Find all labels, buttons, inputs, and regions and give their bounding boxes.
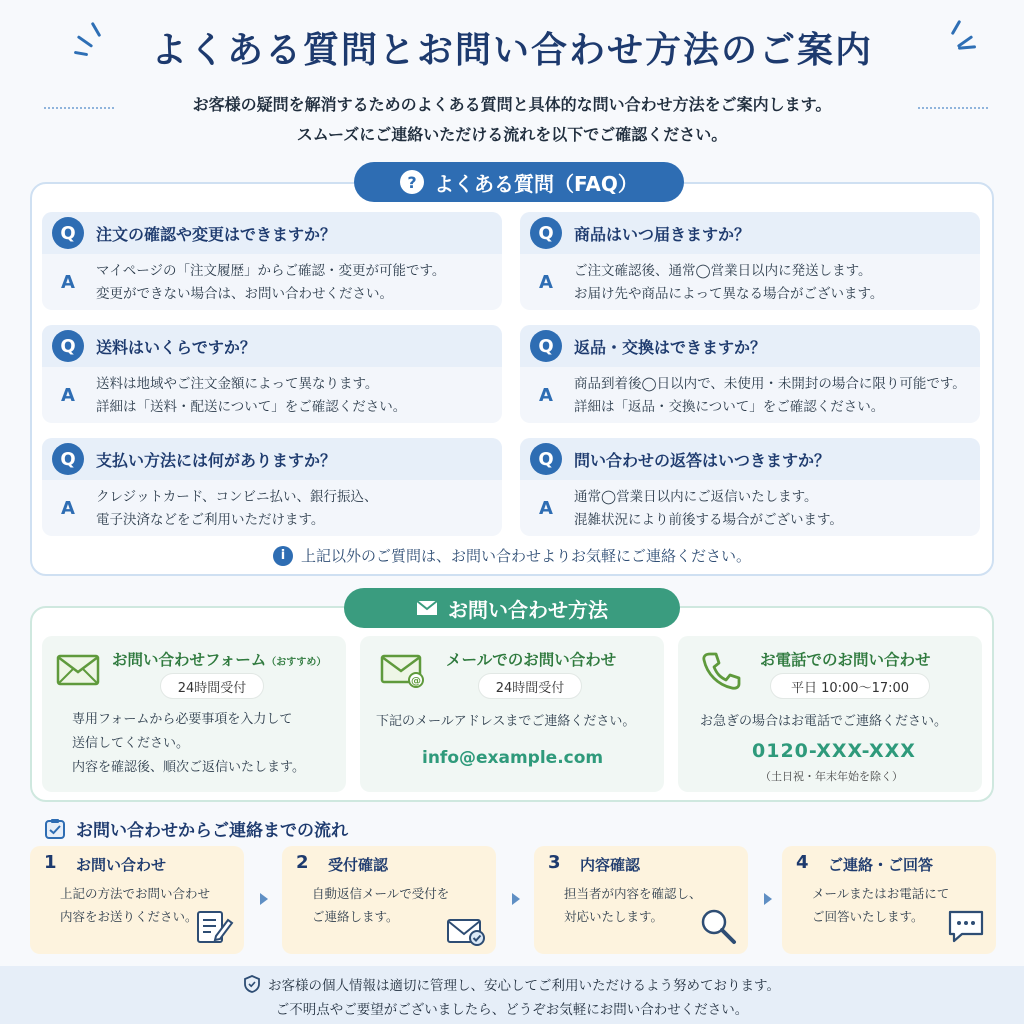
flow-arrow xyxy=(512,893,520,905)
footer-privacy xyxy=(0,974,1024,994)
faq-answer: ご注文確認後、通常◯営業日以内に発送します。 お届け先や商品によって異なる場合がございます。 xyxy=(574,263,884,302)
footer xyxy=(0,966,1024,1024)
contact-phone-title: お電話でのお問い合わせ xyxy=(760,651,931,669)
question-badge-icon: Q xyxy=(530,330,562,362)
magnifier-icon xyxy=(698,906,738,946)
flow-heading xyxy=(44,816,348,841)
contact-mail-desc: 下記のメールアドレスまでご連絡ください。 xyxy=(376,714,636,729)
faq-question: 支払い方法には何がありますか？ xyxy=(96,450,337,470)
flow-step xyxy=(782,846,996,954)
flow-step xyxy=(30,846,244,954)
answer-badge-icon: A xyxy=(61,385,75,406)
flow-step xyxy=(534,846,748,954)
faq-heading-label: よくある質問（FAQ） xyxy=(434,171,638,196)
flow-step xyxy=(282,846,496,954)
page-title: よくある質問とお問い合わせ方法のご案内 xyxy=(150,30,873,71)
footer-line-1: お客様の個人情報は適切に管理し、安心してご利用いただけるよう努めております。 xyxy=(268,978,780,994)
faq-answer: マイページの「注文履歴」からご確認・変更が可能です。 変更ができない場合は、お問い合わせください。 xyxy=(96,263,446,302)
checklist-icon xyxy=(44,818,66,840)
faq-item[interactable] xyxy=(520,212,980,310)
flow-step-desc: 担当者が内容を確認し、 対応いたします。 xyxy=(564,886,702,924)
answer-badge-icon: A xyxy=(61,272,75,293)
mail-check-icon xyxy=(446,910,486,946)
contact-mail-card[interactable] xyxy=(360,636,664,792)
faq-question: 商品はいつ届きますか？ xyxy=(574,224,751,244)
faq-answer: 通常◯営業日以内にご返信いたします。 混雑状況により前後する場合がございます。 xyxy=(574,489,843,528)
faq-item[interactable] xyxy=(42,212,502,310)
faq-item[interactable] xyxy=(520,325,980,423)
flow-arrow xyxy=(260,893,268,905)
faq-question: 注文の確認や変更はできますか？ xyxy=(96,224,337,244)
phone-icon xyxy=(700,650,742,692)
faq-answer: クレジットカード、コンビニ払い、銀行振込、 電子決済などをご利用いただけます。 xyxy=(96,489,378,528)
faq-answer: 送料は地域やご注文金額によって異なります。 詳細は「送料・配送について」をご確認ください。 xyxy=(96,376,407,415)
hours-badge: 24時間受付 xyxy=(160,673,264,699)
email-at-icon xyxy=(380,654,426,688)
shield-icon xyxy=(244,975,260,993)
faq-item[interactable] xyxy=(520,438,980,536)
contact-heading-label: お問い合わせ方法 xyxy=(448,597,608,622)
flow-step-desc: 上記の方法でお問い合わせ 内容をお送りください。 xyxy=(60,886,211,924)
faq-answer: 商品到着後◯日以内で、未使用・未開封の場合に限り可能です。 詳細は「返品・交換について」をご確認ください。 xyxy=(574,376,966,415)
contact-phone-desc: お急ぎの場合はお電話でご連絡ください。 xyxy=(700,714,948,729)
phone-hours-badge: 平日 10:00〜17:00 xyxy=(770,673,930,699)
envelope-icon xyxy=(416,600,438,616)
flow-step-label: お問い合わせ xyxy=(76,856,167,874)
phone-number-link[interactable]: 0120-XXX-XXX xyxy=(752,740,916,762)
flow-step-number: 1 xyxy=(44,852,57,873)
contact-form-desc: 専用フォームから必要事項を入力して 送信してください。 内容を確認後、順次ご返信いたします。 xyxy=(72,712,305,775)
hours-badge: 24時間受付 xyxy=(478,673,582,699)
contact-form-title: お問い合わせフォーム（おすすめ） xyxy=(112,651,327,669)
faq-note-text[interactable]: 上記以外のご質問は、お問い合わせよりお気軽にご連絡ください。 xyxy=(300,547,751,565)
intro-line-2: スムーズにご連絡いただける流れを以下でご確認ください。 xyxy=(296,125,728,144)
answer-badge-icon: A xyxy=(539,385,553,406)
phone-note: （土日祝・年末年始を除く） xyxy=(760,770,903,783)
footer-line-2: ご不明点やご要望がございましたら、どうぞお気軽にお問い合わせください。 xyxy=(275,1002,749,1018)
flow-step-label: ご連絡・ご回答 xyxy=(828,856,934,874)
envelope-icon xyxy=(56,654,100,686)
intro-text xyxy=(0,90,1024,150)
contact-phone-card[interactable] xyxy=(678,636,982,792)
question-badge-icon: Q xyxy=(52,443,84,475)
question-badge-icon: Q xyxy=(530,217,562,249)
info-icon: i xyxy=(273,546,293,566)
flow-step-label: 内容確認 xyxy=(580,856,641,874)
faq-heading xyxy=(354,162,684,202)
flow-step-number: 4 xyxy=(796,852,809,873)
chat-bubble-icon xyxy=(946,908,986,946)
question-badge-icon: Q xyxy=(52,330,84,362)
flow-step-desc: メールまたはお電話にて ご回答いたします。 xyxy=(812,886,950,924)
svg-text:@: @ xyxy=(411,676,421,687)
question-badge-icon: Q xyxy=(530,443,562,475)
answer-badge-icon: A xyxy=(539,498,553,519)
flow-step-label: 受付確認 xyxy=(328,856,389,874)
flow-step-desc: 自動返信メールで受付を ご連絡します。 xyxy=(312,886,450,924)
flow-heading-label: お問い合わせからご連絡までの流れ xyxy=(76,821,348,841)
faq-question: 問い合わせの返答はいつきますか？ xyxy=(574,450,831,470)
question-badge-icon: Q xyxy=(52,217,84,249)
contact-heading xyxy=(344,588,680,628)
answer-badge-icon: A xyxy=(61,498,75,519)
faq-question: 返品・交換はできますか？ xyxy=(574,337,767,357)
faq-item[interactable] xyxy=(42,438,502,536)
contact-form-card[interactable] xyxy=(42,636,346,792)
email-address-link[interactable]: info@example.com xyxy=(422,748,604,768)
faq-note xyxy=(30,545,994,566)
faq-question: 送料はいくらですか？ xyxy=(96,337,256,357)
question-circle-icon: ? xyxy=(400,170,424,194)
contact-mail-title: メールでのお問い合わせ xyxy=(446,651,617,669)
edit-form-icon xyxy=(194,906,234,946)
flow-step-number: 2 xyxy=(296,852,309,873)
flow-step-number: 3 xyxy=(548,852,561,873)
flow-arrow xyxy=(764,893,772,905)
intro-line-1: お客様の疑問を解消するためのよくある質問と具体的な問い合わせ方法をご案内します。 xyxy=(192,95,832,114)
faq-item[interactable] xyxy=(42,325,502,423)
answer-badge-icon: A xyxy=(539,272,553,293)
